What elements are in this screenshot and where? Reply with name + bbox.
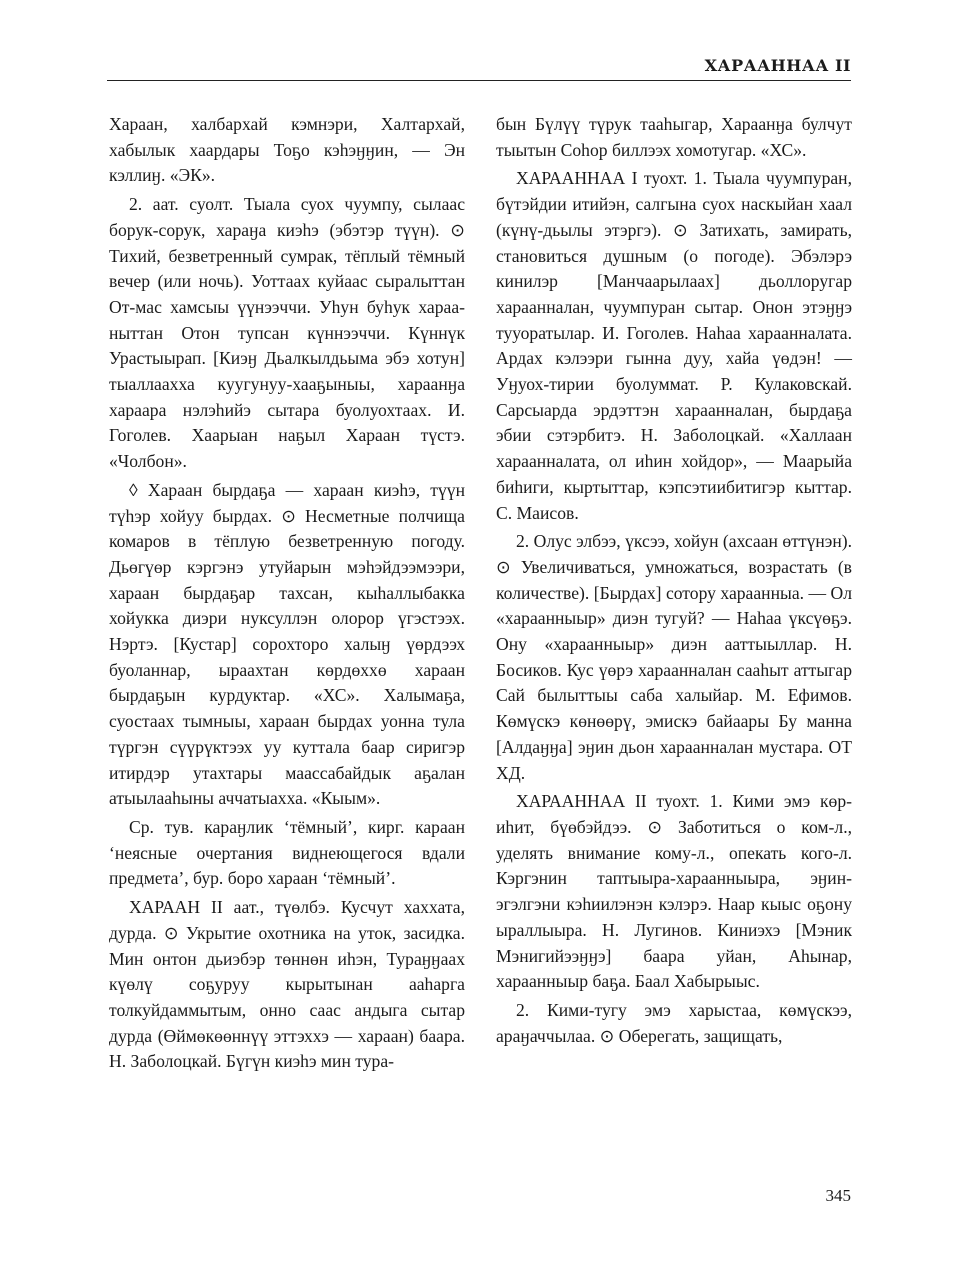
entry-paragraph: 2. аат. суолт. Тыала суох чуумпу, сылаас борук-сорук, хараӈа киэһэ (эбэтэр түүн). ⊙ Тихий, безветренный сумрак, тёплый тёмный вечер (или ночь). Уоттаах куйаас сыралыттан От-мас хамсыы үүнээччи. Уһун буһук хараа-ныттан Отон тупсан күннээччи. Күннүк Урастыырап. [Киэӈ Дьалкылдьыма эбэ хотун] тыаллаахха куугунуу-хааҕыныы, хараанӈа хараара нэлэһийэ сытара буолуохтаах. И. Гоголев. Хаарыан наҕыл Хараан түстэ. «Чолбон». — [109, 194, 465, 472]
entry-paragraph: ◊ Хараан бырдаҕа — хараан киэһэ, түүн түһэр хойуу бырдах. ⊙ Несметные полчища комаров в тёплую безветренную погоду. Дьөгүөр кэргэнэ утуйарын мэһэйдээмээри, хараан бырдаҕар тахсан, кыһаллыбакка хойукка диэри нуксуллэн олорор үгэстээх. Нэртэ. [Кустар] сорохторо халыӈ үөрдээх буоланнар, ыраахтан көрдөххө хараан бырдаҕын курдуктар. «ХС». Халымаҕа, суостаах тымныы, хараан бырдах уонна тула түргэн сүүрүктээх уу куттала баар сиригэр итирдэр утахтары маассабайдык аҕалан атыылааһыны аччатыахха. «Кыым». — [109, 479, 465, 809]
entry-paragraph: ХАРААННАА II туохт. 1. Кими эмэ көр-иһит, бүөбэйдээ. ⊙ Заботиться о ком-л., уделять внимание кому-л., опекать кого-л. Кэргэнин таптыыра-хараанныыра, эӈин-эгэлгэни кэһиилэнэн кэлэрэ. Наар кыыс оҕону ыраллыыра. Н. Лугинов. Киниэхэ [Мэник Мэнигийээӈӈэ] баара уйан, Аһынар, хараанныыр баҕа. Баал Хабырыыс. — [496, 791, 852, 992]
running-head-title: ХАРААННАА II — [704, 56, 851, 75]
entry-paragraph: ХАРААН II аат., түөлбэ. Кусчут хаххата, дурда. ⊙ Укрытие охотника на уток, засидка. Мин онтон дьиэбэр төннөн иһэн, Тураӈӈаах күөлү соҕуруу кырытынан ааһарга толкуйдаммытым, онно саас андыга сытар дурда (Өймөкөөннүү эттэххэ — хараан) баара. Н. Заболоцкай. Бүгүн киэһэ мин тура- — [109, 897, 465, 1072]
right-column — [496, 112, 852, 1049]
entry-paragraph: Хараан, халбархай кэмнэри, Халтархай, хабылык хаардары Тоҕо кэһэӈӈин, — Эн кэллиӈ. «ЭК». — [109, 114, 465, 186]
entry-paragraph: 2. Олус элбээ, үксээ, хойун (ахсаан өттүнэн). ⊙ Увеличиваться, умножаться, возрастать (в количестве). [Бырдах] сотору хараанныа. — Ол «хараанныыр» диэн тугуй? — Наһаа үксүөҕэ. Ону «хараанныыр» диэн ааттыыллар. Н. Босиков. Кус үөрэ хараанналан сааһыт аттыгар Сай былыттыы саба халыйар. М. Ефимов. Көмүскэ көнөөрү, эмискэ байаары Бу манна [Алдаӈӈа] эӈин дьон хараанналан мустара. ОТ ХД. — [496, 531, 852, 783]
entry-paragraph: 2. Кими-тугу эмэ харыстаа, көмүскээ, араӈаччылаа. ⊙ Оберегать, защищать, — [496, 999, 852, 1046]
entry-paragraph: бын Бүлүү түрук тааһыгар, Хараанӈа булчут тыытын Соһор биллээх хомотугар. «ХС». — [496, 114, 852, 160]
entry-paragraph: ХАРААННАА I туохт. 1. Тыала чуумпуран, бүтэйдии итийэн, салгына суох наскыйан хаал (күнү-дьылы этэргэ). ⊙ Затихать, замирать, становиться душным (о погоде). Эбэлэрэ кинилэр [Манчаарылаах] дьоллоругар хараанналан, чуумпуран сытар. Онон этэӈӈэ тууоратылар. И. Гоголев. Наһаа хараанналата. Ардах кэлээри гынна дуу, хайа үөдэн! — Уӈуох-тирии буолуммат. Р. Кулаковскай. Сарсыарда эрдэттэн хараанналан, бырдаҕа эбии сэтэрбитэ. Н. Заболоцкай. «Халлаан хараанналата, ол иһин хойдор», — Маарыйа биһиги, кыртыттар, кэпсэтиибитигэр кыттар. С. Маисов. — [496, 168, 852, 523]
entry-paragraph: Ср. тув. караӈлик ‘тёмный’, кирг. караан ‘неясные очертания виднеющегося вдали предмета’, бур. боро хараан ‘тёмный’. — [109, 816, 465, 889]
page-number: 345 — [825, 1186, 851, 1205]
left-column — [109, 112, 465, 1075]
running-head — [107, 52, 851, 81]
